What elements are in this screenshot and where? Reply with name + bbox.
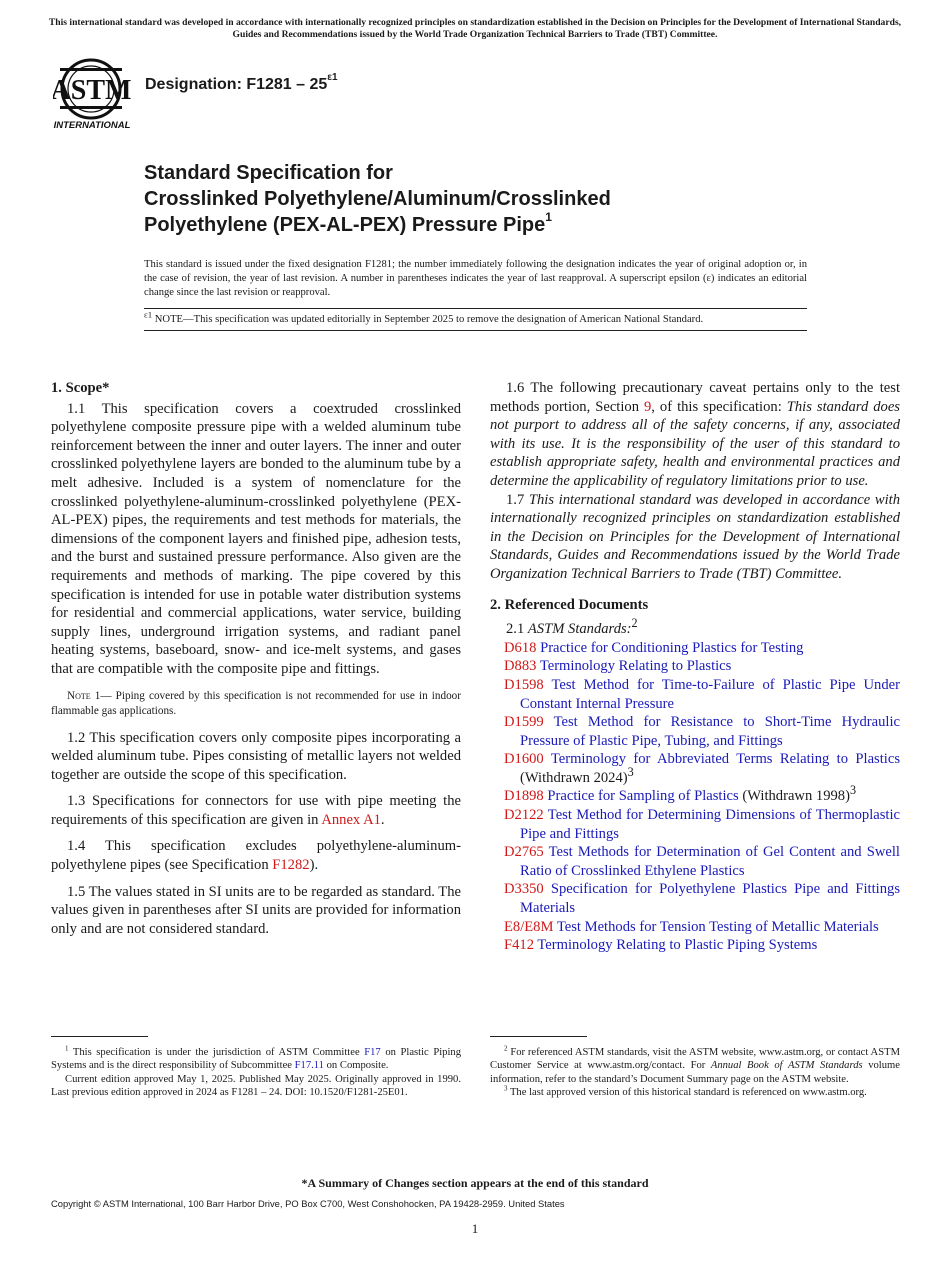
svg-text:ASTM: ASTM <box>53 75 132 106</box>
designation-label: Designation: F1281 – 25 <box>145 76 328 93</box>
edition-note: Current edition approved May 1, 2025. Published May 2025. Originally approved in 1990. Last previous edition approved in 2024 as F1281 – 24. DOI: 10.1520/F1281-25E01. <box>51 1073 461 1099</box>
f1282-link[interactable]: F1282 <box>272 857 310 874</box>
reference-item <box>490 713 900 750</box>
reference-item <box>490 783 900 806</box>
page-number: 1 <box>471 1221 479 1236</box>
reference-code-link[interactable]: D1898 <box>504 788 544 805</box>
reference-code-link[interactable]: D1599 <box>504 714 544 731</box>
footnote-2 <box>490 1046 900 1086</box>
safety-caveat: This standard does not purport to address all of the safety concerns, if any, associated with its use. It is the responsibility of the user of this standard to establish appropriate safety, health and environmental practices and determine the applicability of regulatory limitations prior to use. <box>490 398 900 489</box>
scope-1-7-num: 1.7 <box>506 491 529 508</box>
scope-1-5: 1.5 The values stated in SI units are to be regarded as standard. The values given in parentheses after SI units are provided for information only and are not considered standard. <box>51 883 461 937</box>
title-footnote-mark: 1 <box>545 210 552 225</box>
title-line-3 <box>144 212 844 238</box>
note-1 <box>51 689 461 719</box>
scope-1-7 <box>490 491 900 584</box>
sub-num: 2.1 <box>506 621 528 638</box>
reference-code-link[interactable]: E8/E8M <box>504 918 554 935</box>
scope-1-3-text: 1.3 Specifications for connectors for use with pipe meeting the requirements of this specification are given in <box>51 793 461 828</box>
reference-code-link[interactable]: D2765 <box>504 844 544 861</box>
title-line-3-text: Polyethylene (PEX-AL-PEX) Pressure Pipe <box>144 214 546 236</box>
footnote-2-mark: 2 <box>504 1044 508 1053</box>
right-column <box>490 379 900 955</box>
referenced-heading: 2. Referenced Documents <box>490 596 649 613</box>
reference-item <box>490 676 900 713</box>
footnote-1-text: This specification is under the jurisdiction of ASTM Committee <box>68 1047 365 1058</box>
sub-footnote-mark: 2 <box>631 616 638 631</box>
reference-footnote-mark: 3 <box>627 765 634 780</box>
title-line-1: Standard Specification for <box>144 162 393 184</box>
section-9-link[interactable]: 9 <box>644 398 652 415</box>
sub-title: ASTM Standards: <box>527 621 632 638</box>
footnotes-left <box>51 1046 461 1100</box>
footnote-1-end: on Composite. <box>323 1060 389 1072</box>
reference-item <box>490 639 900 658</box>
scope-1-4-end: ). <box>309 857 319 874</box>
reference-item <box>490 936 900 955</box>
scope-1-6-text: 1.6 The following precautionary caveat pertains only to the test methods portion, Section <box>490 380 900 415</box>
reference-withdrawn-note: (Withdrawn 1998) <box>738 788 850 805</box>
footnote-rule-left <box>51 1036 148 1037</box>
annex-a1-link[interactable]: Annex A1 <box>321 811 381 828</box>
scope-1-4-text: 1.4 This specification excludes polyethylene-aluminum-polyethylene pipes (see Specification <box>51 838 461 874</box>
reference-title-link[interactable]: Practice for Conditioning Plastics for Testing <box>536 639 804 656</box>
standard-note: This standard is issued under the fixed designation F1281; the number immediately following the designation indicates the year of original adoption or, in the case of revision, the year of last revision. A number in parentheses indicates the year of last reapproval. A superscript epsilon (ε) indicates an editorial change since the last revision or reapproval. <box>144 259 807 298</box>
reference-title-link[interactable]: Practice for Sampling of Plastics <box>543 788 739 805</box>
note-1-label: Note 1 <box>67 689 101 702</box>
astm-standards-subhead <box>490 616 900 639</box>
note-1-text: — Piping covered by this specification is not recommended for use in indoor flammable gas applications. <box>51 689 461 717</box>
reference-item <box>490 843 900 880</box>
footnote-2-end: volume information, refer to the standard’s Document Summary page on the ASTM website. <box>490 1060 900 1085</box>
page-title <box>144 160 844 238</box>
reference-list <box>490 639 900 955</box>
epsilon-note-text: NOTE—This specification was updated editorially in September 2025 to remove the designation of American National Standard. <box>152 314 704 325</box>
footnote-rule-right <box>490 1036 587 1037</box>
astm-logo-icon <box>53 58 135 132</box>
reference-item <box>490 918 900 937</box>
reference-title-link[interactable]: Terminology Relating to Plastic Piping Systems <box>534 937 818 954</box>
f17-link[interactable]: F17 <box>364 1047 381 1058</box>
reference-code-link[interactable]: D883 <box>504 658 537 675</box>
designation <box>145 71 338 94</box>
top-notice: This international standard was developed in accordance with internationally recognized principles on standardization established in the Decision on Principles for the Development of International Standards, Guides and Recommendations issued by the World Trade Organization Technical Barriers to Trade (TBT) Committee. <box>48 17 902 40</box>
reference-title-link[interactable]: Specification for Polyethylene Plastics Pipe and Fittings Materials <box>520 881 900 917</box>
scope-1-6 <box>490 379 900 491</box>
reference-title-link[interactable]: Test Method for Time-to-Failure of Plastic Pipe Under Constant Internal Pressure <box>520 676 900 712</box>
astm-logo <box>53 58 135 132</box>
footnote-1-mid: on Plastic Piping Systems and is the direct responsibility of Subcommittee <box>51 1047 461 1072</box>
footnote-1-mark: 1 <box>65 1044 69 1053</box>
reference-title-link[interactable]: Test Methods for Determination of Gel Content and Swell Ratio of Crosslinked Ethylene Plastics <box>520 844 900 879</box>
footnote-2-text: For referenced ASTM standards, visit the ASTM website, www.astm.org, or contact ASTM Customer Service at www.astm.org/contact. For <box>490 1047 900 1072</box>
footnotes-right <box>490 1046 900 1100</box>
title-line-2: Crosslinked Polyethylene/Aluminum/Crosslinked <box>144 188 611 210</box>
epsilon-note <box>144 308 807 331</box>
reference-code-link[interactable]: D618 <box>504 639 537 656</box>
reference-code-link[interactable]: D3350 <box>504 881 544 898</box>
summary-note: *A Summary of Changes section appears at the end of this standard <box>301 1176 649 1190</box>
reference-code-link[interactable]: D1600 <box>504 751 544 768</box>
reference-code-link[interactable]: F412 <box>504 937 535 954</box>
reference-title-link[interactable]: Test Method for Resistance to Short-Time Hydraulic Pressure of Plastic Pipe, Tubing, and Fittings <box>520 714 900 749</box>
reference-item <box>490 657 900 676</box>
copyright: Copyright © ASTM International, 100 Barr Harbor Drive, PO Box C700, West Conshohocken, PA 19428-2959. United States <box>51 1198 565 1209</box>
reference-title-link[interactable]: Terminology Relating to Plastics <box>536 658 732 675</box>
reference-title-link[interactable]: Terminology for Abbreviated Terms Relating to Plastics <box>543 751 900 768</box>
logo-text: INTERNATIONAL <box>53 120 131 131</box>
scope-1-6-mid: , of this specification: <box>651 398 787 415</box>
footnote-1 <box>51 1046 461 1073</box>
left-column <box>51 379 461 938</box>
scope-1-1: 1.1 This specification covers a coextruded crosslinked polyethylene composite pressure pipe with a welded aluminum tube reinforcement between the inner and outer layers. The inner and outer crosslinked polyethylene layers are bonded to the aluminum tube by a melt adhesive. Included is a system of nomenclature for the crosslinked polyethylene-aluminum-crosslinked polyethylene (PEX-AL-PEX) pipes, the requirements and test methods for materials, the dimensions of the component layers and finished pipe, adhesion tests, and the burst and sustained pressure performance. Also given are the requirements and methods of marking. The pipe covered by this specification is intended for use in potable water distribution systems for residential and commercial applications, water service, building supply lines, underground irrigation systems, and radiant panel heating systems, baseboard, snow- and ice-melt systems, and gases that are compatible with the composite pipe and fittings. <box>51 400 461 677</box>
scope-1-7-text: This international standard was developed in accordance with internationally recognized principles on standardization established in the Decision on Principles for the Development of International Standards, Guides and Recommendations issued by the World Trade Organization Technical Barriers to Trade (TBT) Committee. <box>490 491 901 582</box>
scope-1-3-end: . <box>380 811 385 828</box>
scope-1-4 <box>51 837 461 874</box>
footnote-3-mark: 3 <box>504 1084 508 1093</box>
reference-code-link[interactable]: D1598 <box>504 676 544 693</box>
reference-item <box>490 880 900 917</box>
reference-code-link[interactable]: D2122 <box>504 807 544 824</box>
footnote-3 <box>490 1086 900 1099</box>
reference-title-link[interactable]: Test Methods for Tension Testing of Metallic Materials <box>553 918 879 935</box>
epsilon-note-mark: ε1 <box>144 309 153 320</box>
footnote-3-text: The last approved version of this historical standard is referenced on www.astm.org. <box>507 1087 867 1099</box>
reference-footnote-mark: 3 <box>849 783 857 798</box>
scope-heading: 1. Scope* <box>51 380 110 396</box>
f17-11-link[interactable]: F17.11 <box>294 1060 324 1072</box>
reference-item <box>490 750 900 787</box>
scope-1-2: 1.2 This specification covers only composite pipes incorporating a welded aluminum tube. Pipes consisting of metallic layers not welded together are outside the scope of this specification. <box>51 729 461 783</box>
designation-epsilon: ε1 <box>327 71 338 83</box>
annual-book-title: Annual Book of ASTM Standards <box>710 1060 863 1072</box>
reference-withdrawn-note: (Withdrawn 2024) <box>520 769 628 786</box>
reference-item <box>490 806 900 843</box>
scope-1-3 <box>51 792 461 829</box>
reference-title-link[interactable]: Test Method for Determining Dimensions of Thermoplastic Pipe and Fittings <box>520 807 900 842</box>
